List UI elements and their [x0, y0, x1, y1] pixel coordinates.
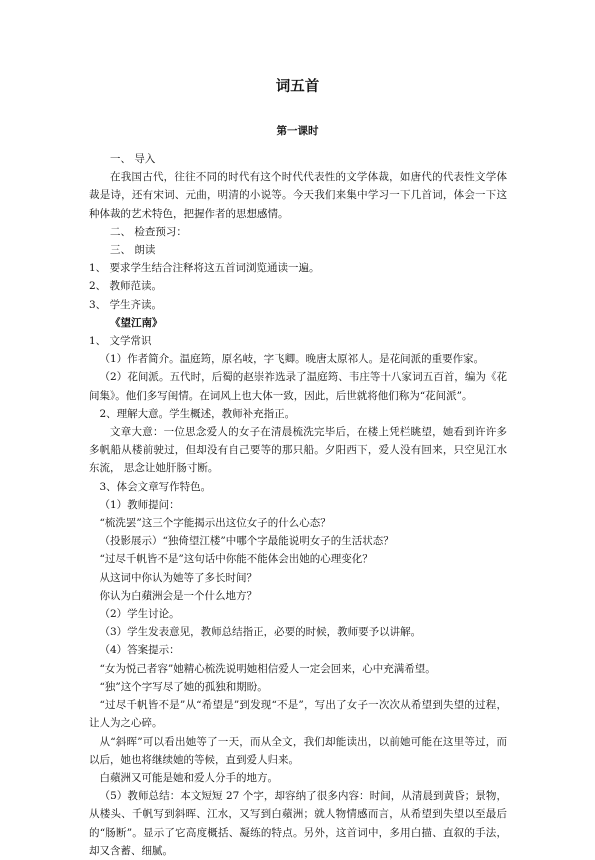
- paragraph: （1）教师提问：: [99, 498, 180, 511]
- list-item: 2、 教师范读。: [89, 280, 163, 293]
- paragraph: “女为悦己者容”她精心梳洗说明她相信爱人一定会回来，心中充满希望。: [99, 662, 436, 675]
- section-heading-reading: 三、 朗读: [110, 244, 156, 257]
- paragraph: “独”这个字写尽了她的孤独和期盼。: [99, 680, 268, 693]
- paragraph: 从这词中你认为她等了多长时间？: [99, 571, 257, 584]
- paragraph: 你认为白蘋洲会是一个什么地方？: [99, 589, 257, 602]
- list-item: 1、 文学常识: [89, 335, 152, 348]
- paragraph: （3）学生发表意见，教师总结指正，必要的时候，教师要予以讲解。: [99, 626, 422, 639]
- paragraph: 白蘋洲又可能是她和爱人分手的地方。: [99, 771, 278, 784]
- paragraph: （投影展示）“独倚望江楼”中哪个字最能说明女子的生活状态？: [99, 535, 394, 548]
- section-heading-preview: 二、 检查预习：: [110, 225, 187, 238]
- lesson-subtitle: 第一课时: [276, 125, 319, 137]
- paragraph: （2）学生讨论。: [99, 608, 180, 621]
- list-item: 1、 要求学生结合注释将这五首词浏览通读一遍。: [89, 262, 320, 275]
- paragraph: （4）答案提示：: [99, 644, 180, 657]
- paragraph: 2、理解大意。学生概述，教师补充指正。: [99, 407, 296, 420]
- paragraph-intro: 在我国古代，往往不同的时代有这个时代代表性的文学体裁，如唐代的代表性文学体裁是诗，还有宋词、元曲，明清的小说等。今天我们来集中学习一下几首词，体会一下这种体裁的艺术特色，把握作者的思想感情。: [89, 171, 507, 220]
- section-heading-intro: 一、 导入: [110, 153, 156, 165]
- paragraph: 3、体会文章写作特色。: [99, 480, 212, 493]
- paragraph: “过尽千帆皆不是”从“希望是”到发现“不是”，写出了女子一次次从希望到失望的过程，让人为之心碎。: [89, 699, 507, 730]
- poem-heading: 《望江南》: [110, 316, 163, 329]
- paragraph: “过尽千帆皆不是”这句话中你能不能体会出她的心理变化？: [99, 553, 373, 566]
- paragraph: 文章大意：一位思念爱人的女子在清晨梳洗完毕后，在楼上凭栏眺望，她看到许许多多帆船从楼前驶过，但却没有自己要等的那只船。夕阳西下，爱人没有回来，只空见江水东流， 思念让她肝肠寸断。: [89, 426, 507, 475]
- paragraph: （5）教师总结：本文短短 27 个字，却容纳了很多内容：时间，从清晨到黄昏；景物，从楼头、千帆写到斜晖、江水，又写到白蘋洲；就人物情感而言，从希望到失望以至最后的“肠断”。显示了它高度概括、凝练的特点。另外，这首词中，多用白描、直叙的手法，却又含蓄、细腻。: [89, 790, 507, 857]
- paragraph: “梳洗罢”这三个字能揭示出这位女子的什么心态？: [99, 517, 331, 530]
- paragraph: 从“斜晖”可以看出她等了一天，而从全文，我们却能读出，以前她可能在这里等过，而以后，她也将继续她的等候，直到爱人归来。: [89, 735, 507, 766]
- page-title: 词五首: [275, 79, 320, 95]
- paragraph: （2）花间派。五代时，后蜀的赵崇祚选录了温庭筠、韦庄等十八家词五百首，编为《花间集》。他们多写闺情。在词风上也大体一致，因此，后世就将他们称为“花间派”。: [89, 371, 507, 402]
- list-item: 3、 学生齐读。: [89, 298, 163, 311]
- document-body: [89, 150, 507, 860]
- paragraph: （1）作者简介。温庭筠，原名岐，字飞卿。晚唐太原祁人。是花间派的重要作家。: [99, 353, 485, 366]
